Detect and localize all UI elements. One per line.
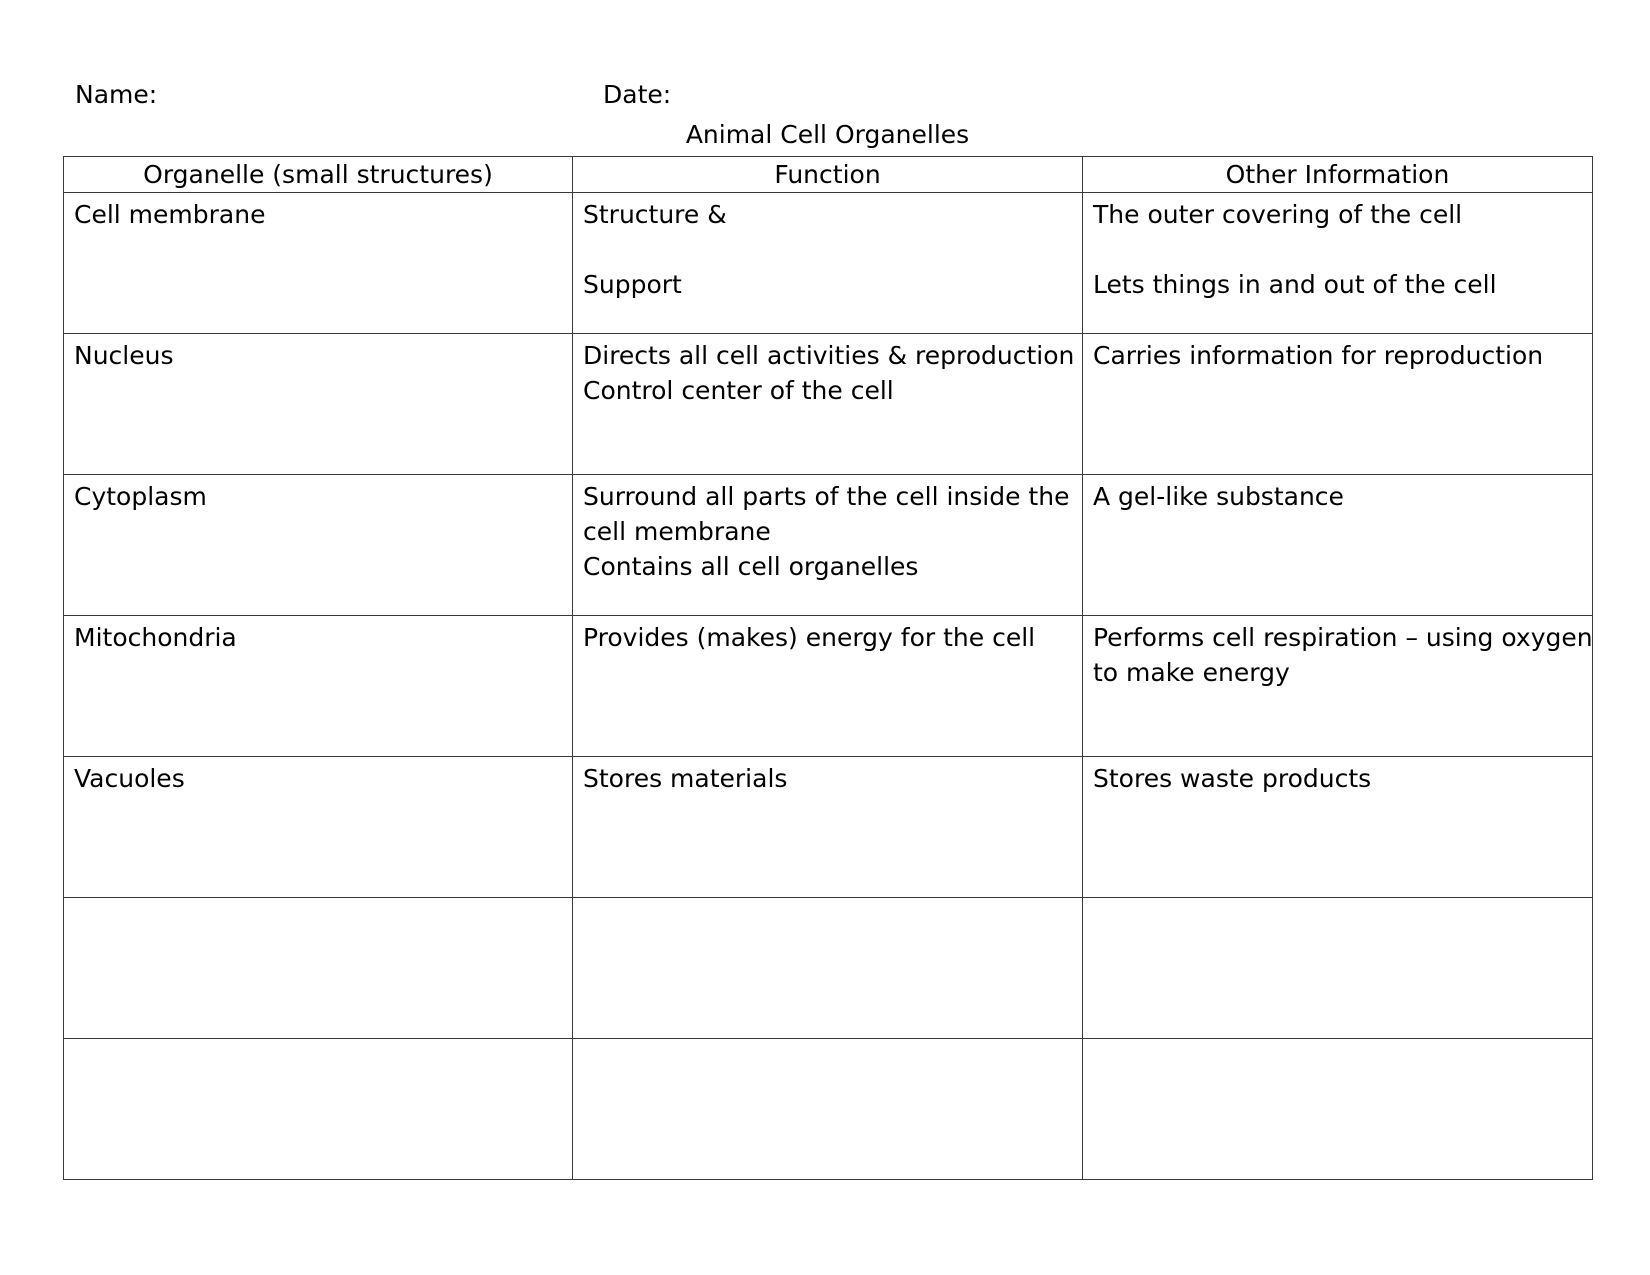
- other-info-cell-empty: [1083, 898, 1593, 1039]
- table-row: [64, 475, 1593, 616]
- table-row: [64, 334, 1593, 475]
- table-row: [64, 193, 1593, 334]
- column-header-organelle: Organelle (small structures): [64, 157, 573, 193]
- organelle-cell: [64, 616, 573, 757]
- column-header-other-information: Other Information: [1083, 157, 1593, 193]
- function-line: Provides (makes) energy for the cell: [583, 623, 1036, 652]
- date-label: Date:: [603, 80, 672, 109]
- function-cell: [573, 757, 1083, 898]
- table-row: [64, 616, 1593, 757]
- name-label: Name:: [75, 80, 158, 109]
- organelle-cell: [64, 475, 573, 616]
- organelle-cell-empty: [64, 1039, 573, 1180]
- other-info-line: Carries information for reproduction: [1093, 341, 1544, 370]
- function-cell-empty: [573, 1039, 1083, 1180]
- organelle-cell: [64, 193, 573, 334]
- organelle-cell: [64, 334, 573, 475]
- organelle-name: Mitochondria: [74, 623, 237, 652]
- other-info-line: to make energy: [1093, 658, 1290, 687]
- organelle-name: Cell membrane: [74, 200, 266, 229]
- other-info-line: The outer covering of the cell: [1093, 200, 1463, 229]
- other-info-cell: [1083, 193, 1593, 334]
- organelle-name: Vacuoles: [74, 764, 185, 793]
- function-line: Contains all cell organelles: [583, 552, 919, 581]
- function-cell: [573, 616, 1083, 757]
- other-info-cell: [1083, 475, 1593, 616]
- page-title: Animal Cell Organelles: [685, 120, 970, 149]
- function-line: Support: [583, 270, 682, 299]
- organelle-cell: [64, 757, 573, 898]
- function-line: Stores materials: [583, 764, 788, 793]
- other-info-line: Lets things in and out of the cell: [1093, 270, 1497, 299]
- other-info-cell: [1083, 334, 1593, 475]
- organelle-cell-empty: [64, 898, 573, 1039]
- function-line: cell membrane: [583, 517, 771, 546]
- function-cell-empty: [573, 898, 1083, 1039]
- table-row-empty: [64, 898, 1593, 1039]
- organelle-table: [63, 156, 1593, 1180]
- function-line: Control center of the cell: [583, 376, 894, 405]
- function-line: Surround all parts of the cell inside the: [583, 482, 1070, 511]
- other-info-line: Performs cell respiration – using oxygen: [1093, 623, 1593, 652]
- function-line: Structure &: [583, 200, 727, 229]
- function-line: Directs all cell activities & reproduction: [583, 341, 1075, 370]
- organelle-name: Cytoplasm: [74, 482, 207, 511]
- column-header-function: Function: [573, 157, 1083, 193]
- other-info-line: Stores waste products: [1093, 764, 1372, 793]
- function-cell: [573, 193, 1083, 334]
- other-info-cell: [1083, 757, 1593, 898]
- other-info-line: A gel-like substance: [1093, 482, 1344, 511]
- other-info-cell-empty: [1083, 1039, 1593, 1180]
- function-cell: [573, 475, 1083, 616]
- function-cell: [573, 334, 1083, 475]
- table-row-empty: [64, 1039, 1593, 1180]
- table-row: [64, 757, 1593, 898]
- table-header-row: [64, 157, 1593, 193]
- organelle-name: Nucleus: [74, 341, 174, 370]
- other-info-cell: [1083, 616, 1593, 757]
